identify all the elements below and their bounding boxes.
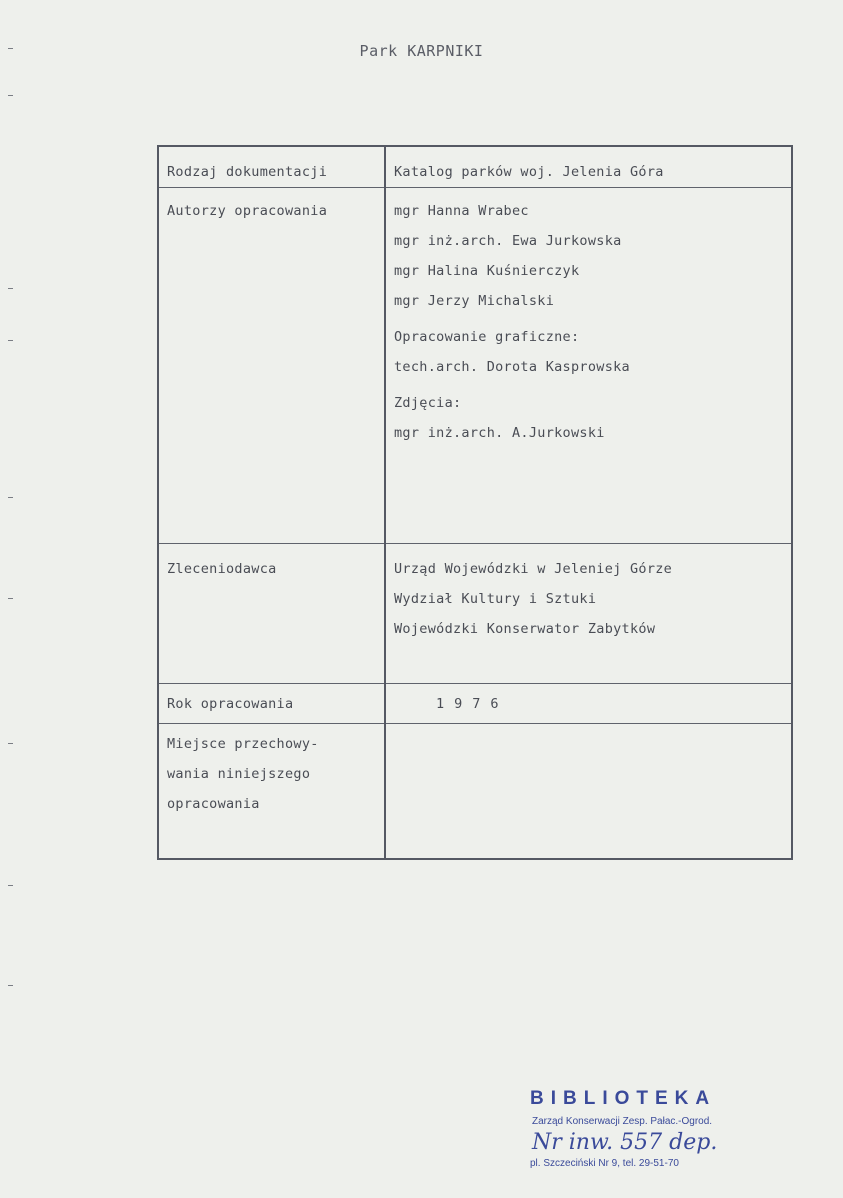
year-label: Rok opracowania [158,684,385,724]
year-value-cell [385,684,792,724]
edge-mark [8,288,13,289]
edge-mark [8,743,13,744]
table-row [158,724,792,859]
edge-mark [8,340,13,341]
edge-mark [8,985,13,986]
client-line: Urząd Wojewódzki w Jeleniej Górze [394,561,673,577]
table-row [158,544,792,684]
client-line: Wydział Kultury i Sztuki [394,591,597,607]
graphics-author: tech.arch. Dorota Kasprowska [394,359,630,375]
edge-mark [8,885,13,886]
photos-author: mgr inż.arch. A.Jurkowski [394,425,605,441]
client-line: Wojewódzki Konserwator Zabytków [394,621,656,637]
stamp-institution: Zarząd Konserwacji Zesp. Pałac.-Ogrod. [532,1116,713,1127]
table-row [158,146,792,188]
graphics-heading: Opracowanie graficzne: [394,329,580,345]
library-stamp [530,1088,760,1178]
author-line: mgr inż.arch. Ewa Jurkowska [394,233,622,249]
client-label: Zleceniodawca [158,544,385,684]
edge-mark [8,95,13,96]
documentation-table [157,145,793,860]
authors-value [385,188,792,544]
authors-label: Autorzy opracowania [158,188,385,544]
year-value: 1976 [436,696,509,712]
page-title: Park KARPNIKI [359,42,484,60]
documentation-type-label: Rodzaj dokumentacji [158,146,385,188]
author-line: mgr Jerzy Michalski [394,293,555,309]
edge-mark [8,598,13,599]
photos-heading: Zdjęcia: [394,395,462,411]
author-line: mgr Halina Kuśnierczyk [394,263,580,279]
stamp-inventory-number: Nr inw. 557 dep. [532,1130,718,1155]
table-row [158,684,792,724]
storage-label [158,724,385,859]
documentation-type-value: Katalog parków woj. Jelenia Góra [385,146,792,188]
author-line: mgr Hanna Wrabec [394,203,529,219]
storage-label-line: opracowania [167,796,260,812]
storage-value [385,724,792,859]
stamp-address: pl. Szczeciński Nr 9, tel. 29-51-70 [530,1158,679,1169]
table-row [158,188,792,544]
edge-mark [8,497,13,498]
stamp-title: BIBLIOTEKA [530,1088,717,1109]
storage-label-line: wania niniejszego [167,766,311,782]
client-value [385,544,792,684]
storage-label-line: Miejsce przechowy- [167,736,319,752]
